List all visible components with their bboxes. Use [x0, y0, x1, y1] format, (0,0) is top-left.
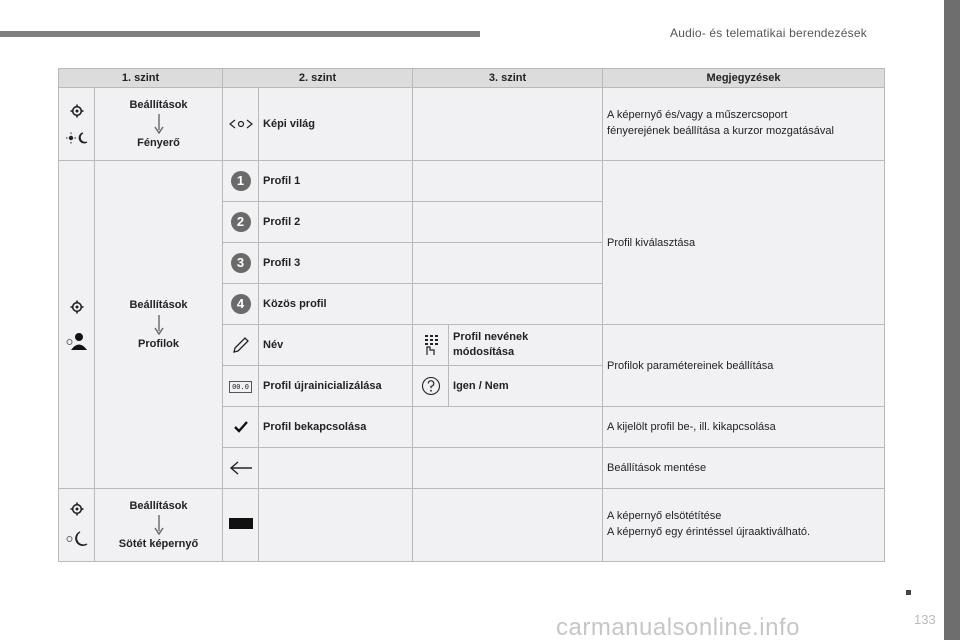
down-arrow-icon — [153, 114, 165, 134]
icon-cell — [223, 161, 259, 202]
adjust-arrows-icon — [229, 118, 253, 130]
profile-3-badge: 3 — [231, 253, 251, 273]
note-line: A képernyő egy érintéssel újraaktiválható. — [607, 526, 811, 538]
side-strip — [944, 0, 960, 640]
level2-label: Profil 3 — [259, 243, 413, 284]
note-cell — [603, 489, 885, 562]
header-notes: Megjegyzések — [603, 69, 885, 88]
icon-cell — [59, 88, 95, 161]
icon-cell — [413, 366, 449, 407]
icon-cell — [223, 366, 259, 407]
gear-icon — [70, 104, 84, 118]
table-row — [59, 88, 885, 161]
level2-label: Profil 2 — [259, 202, 413, 243]
level2-empty — [259, 489, 413, 562]
profile-2-badge: 2 — [231, 212, 251, 232]
note-cell: A kijelölt profil be-, ill. kikapcsolása — [603, 407, 885, 448]
page-marker — [906, 590, 911, 595]
gear-icon — [70, 300, 84, 314]
level3-empty — [413, 161, 603, 202]
level3-line: módosítása — [453, 346, 515, 358]
table-row — [59, 161, 885, 202]
gear-icon — [70, 502, 84, 516]
note-line: A képernyő elsötétítése — [607, 510, 722, 523]
common-profile-badge: 4 — [231, 294, 251, 314]
icon-cell — [223, 489, 259, 562]
icon-cell — [59, 161, 95, 489]
icon-cell — [223, 448, 259, 489]
level1-top-label: Beállítások — [129, 499, 188, 512]
note-line: fényerejének beállítása a kurzor mozgatásával — [607, 125, 834, 137]
level2-label: Profil bekapcsolása — [259, 407, 413, 448]
question-icon — [421, 376, 441, 396]
pencil-icon — [232, 336, 250, 354]
level1-top-label: Beállítások — [129, 98, 188, 111]
icon-cell — [223, 407, 259, 448]
icon-cell — [413, 325, 449, 366]
level2-empty — [259, 448, 413, 489]
note-cell: Beállítások mentése — [603, 448, 885, 489]
watermark: carmanualsonline.info — [556, 614, 800, 641]
user-icon — [66, 332, 88, 350]
note-line: A képernyő és/vagy a műszercsoport — [607, 109, 788, 122]
header-level3: 3. szint — [413, 69, 603, 88]
checkmark-icon — [234, 421, 248, 433]
icon-cell — [223, 88, 259, 161]
table-header-row — [59, 69, 885, 88]
level1-cell — [95, 161, 223, 489]
top-rule — [0, 31, 480, 37]
level1-bottom-label: Profilok — [138, 337, 179, 350]
icon-cell — [223, 325, 259, 366]
header-level2: 2. szint — [223, 69, 413, 88]
level3-empty — [413, 448, 603, 489]
level1-bottom-label: Fényerő — [137, 137, 180, 149]
level3-label: Igen / Nem — [449, 366, 603, 407]
down-arrow-icon — [153, 515, 165, 535]
note-cell — [603, 88, 885, 161]
page-number: 133 — [914, 612, 936, 627]
settings-table — [58, 68, 885, 562]
down-arrow-icon — [153, 315, 165, 335]
level2-label: Képi világ — [259, 88, 413, 161]
level3-empty — [413, 284, 603, 325]
level3-empty — [413, 88, 603, 161]
level3-empty — [413, 243, 603, 284]
level3-empty — [413, 202, 603, 243]
icon-cell — [223, 202, 259, 243]
icon-cell — [59, 489, 95, 562]
level3-empty — [413, 407, 603, 448]
header-level1: 1. szint — [59, 69, 223, 88]
profile-1-badge: 1 — [231, 171, 251, 191]
level1-top-label: Beállítások — [129, 299, 188, 312]
counter-reset-icon: 00.0 — [229, 381, 252, 393]
level2-label: Név — [259, 325, 413, 366]
level2-label: Közös profil — [259, 284, 413, 325]
brightness-icon — [66, 132, 88, 144]
level3-label — [449, 325, 603, 366]
note-cell: Profilok paramétereinek beállítása — [603, 325, 885, 407]
level2-label: Profil újrainicializálása — [259, 366, 413, 407]
level3-line: Profil nevének — [453, 331, 529, 344]
note-cell: Profil kiválasztása — [603, 161, 885, 325]
level1-bottom-label: Sötét képernyő — [118, 538, 199, 550]
level2-label: Profil 1 — [259, 161, 413, 202]
icon-cell — [223, 284, 259, 325]
level1-cell — [95, 88, 223, 161]
table-row — [59, 489, 885, 562]
back-arrow-icon — [229, 460, 253, 476]
level1-cell — [95, 489, 223, 562]
level3-empty — [413, 489, 603, 562]
page-header-title: Audio- és telematikai berendezések — [670, 26, 867, 40]
moon-icon — [66, 530, 88, 548]
keypad-icon — [421, 334, 441, 356]
black-screen-icon — [229, 518, 253, 529]
icon-cell — [223, 243, 259, 284]
